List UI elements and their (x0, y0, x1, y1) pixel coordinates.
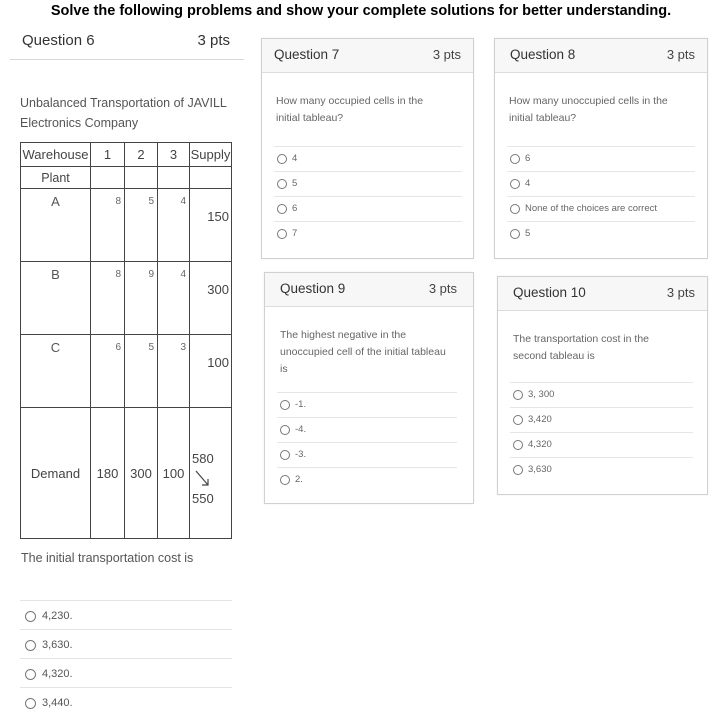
prompt-line: The transportation cost in the (513, 333, 649, 345)
supply-total-old: 580 (192, 451, 214, 466)
supply-cell: 100 (207, 355, 229, 370)
option-label: 4,320 (528, 439, 552, 450)
q6-points: 3 pts (197, 32, 230, 49)
card-header (495, 39, 707, 73)
option-label: 3,440. (42, 697, 73, 709)
cost-cell: 3 (180, 342, 186, 353)
table-row (21, 189, 232, 262)
option-label: 6 (292, 203, 298, 214)
radio-button[interactable] (510, 204, 520, 214)
radio-button[interactable] (513, 465, 523, 475)
answer-option[interactable] (510, 407, 693, 432)
radio-button[interactable] (25, 669, 36, 680)
radio-button[interactable] (280, 475, 290, 485)
q6-prompt (20, 93, 245, 133)
radio-button[interactable] (280, 450, 290, 460)
cost-cell: 8 (115, 269, 121, 280)
answer-option[interactable] (274, 221, 462, 246)
prompt-line: second tableau is (513, 350, 595, 362)
option-label: 4,320. (42, 668, 73, 680)
radio-button[interactable] (25, 698, 36, 709)
cost-cell: 4 (180, 269, 186, 280)
card-points: 3 pts (432, 47, 461, 62)
option-label: -3. (295, 449, 307, 460)
q6-options (20, 600, 232, 714)
prompt-line: How many occupied cells in the (276, 95, 424, 107)
plant-label-row (21, 167, 232, 189)
answer-option[interactable] (20, 687, 232, 714)
card-prompt (280, 327, 446, 378)
q6-prompt-line: Unbalanced Transportation of JAVILL (20, 96, 227, 110)
q6-question: The initial transportation cost is (21, 551, 194, 565)
card-points: 3 pts (666, 285, 695, 300)
table-header-row (21, 143, 232, 167)
header-cell: 2 (125, 143, 158, 167)
card-prompt (276, 93, 423, 127)
option-label: 5 (292, 178, 298, 189)
answer-option[interactable] (277, 442, 457, 467)
q6-header (10, 28, 244, 60)
answer-option[interactable] (507, 171, 695, 196)
cost-cell: 5 (148, 196, 154, 207)
cost-cell: 4 (180, 196, 186, 207)
arrow-down-right-icon (194, 468, 212, 490)
cost-cell: 9 (148, 269, 154, 280)
plant-name: C (50, 340, 61, 355)
options-list (510, 382, 693, 482)
option-label: None of the choices are correct (525, 203, 658, 214)
supply-total-new: 550 (192, 491, 214, 506)
answer-option[interactable] (20, 600, 232, 629)
radio-button[interactable] (280, 400, 290, 410)
card-title: Question 10 (513, 285, 586, 300)
card-title: Question 7 (274, 47, 340, 62)
card-header (265, 273, 473, 307)
options-list (277, 392, 457, 492)
table-row (21, 262, 232, 335)
option-label: -4. (295, 424, 307, 435)
option-label: 4,230. (42, 610, 73, 622)
radio-button[interactable] (510, 229, 520, 239)
answer-option[interactable] (274, 196, 462, 221)
card-header (498, 277, 707, 311)
radio-button[interactable] (513, 390, 523, 400)
option-label: 3, 300 (528, 389, 555, 400)
radio-button[interactable] (510, 179, 520, 189)
header-cell: Supply (190, 143, 232, 167)
radio-button[interactable] (277, 154, 287, 164)
supply-cell: 150 (207, 209, 229, 224)
q6-title: Question 6 (22, 32, 95, 49)
answer-option[interactable] (274, 171, 462, 196)
supply-cell: 300 (207, 282, 229, 297)
radio-button[interactable] (280, 425, 290, 435)
option-label: 3,420 (528, 414, 552, 425)
cost-cell: 6 (115, 342, 121, 353)
header-cell: Warehouse (21, 143, 91, 167)
answer-option[interactable] (274, 146, 462, 171)
prompt-line: unoccupied cell of the initial tableau (280, 346, 446, 358)
card-prompt (509, 93, 668, 127)
header-cell: 3 (158, 143, 190, 167)
radio-button[interactable] (25, 640, 36, 651)
radio-button[interactable] (510, 154, 520, 164)
demand-row (21, 408, 232, 539)
header-cell: 1 (91, 143, 125, 167)
answer-option[interactable] (510, 382, 693, 407)
cost-cell: 5 (148, 342, 154, 353)
question-card-8 (494, 38, 708, 259)
radio-button[interactable] (277, 229, 287, 239)
demand-cell: 300 (130, 466, 152, 481)
instruction-text: Solve the following problems and show your complete solutions for better understanding. (50, 3, 672, 19)
transportation-table (20, 142, 232, 539)
answer-option[interactable] (277, 467, 457, 492)
q6-prompt-line: Electronics Company (20, 116, 139, 130)
options-list (274, 146, 462, 246)
table-row (21, 335, 232, 408)
card-header (262, 39, 473, 73)
prompt-line: is (280, 363, 288, 375)
answer-option[interactable] (507, 221, 695, 246)
demand-cell: 180 (96, 466, 119, 481)
answer-option[interactable] (507, 146, 695, 171)
option-label: 3,630 (528, 464, 552, 475)
prompt-line: The highest negative in the (280, 329, 407, 341)
radio-button[interactable] (513, 440, 523, 450)
answer-option[interactable] (507, 196, 695, 221)
cost-cell: 8 (115, 196, 121, 207)
card-points: 3 pts (666, 47, 695, 62)
radio-button[interactable] (277, 179, 287, 189)
answer-option[interactable] (20, 658, 232, 687)
prompt-line: How many unoccupied cells in the (509, 95, 668, 107)
radio-button[interactable] (513, 415, 523, 425)
option-label: 7 (292, 228, 298, 239)
question-card-10 (497, 276, 708, 495)
card-title: Question 9 (280, 281, 346, 296)
option-label: 2. (295, 474, 303, 485)
prompt-line: initial tableau? (509, 112, 577, 124)
answer-option[interactable] (20, 629, 232, 658)
answer-option[interactable] (277, 392, 457, 417)
question-card-9 (264, 272, 474, 504)
option-label: 4 (525, 178, 531, 189)
plant-name: B (51, 267, 60, 282)
question-card-7 (261, 38, 474, 259)
prompt-line: initial tableau? (276, 112, 344, 124)
option-label: 6 (525, 153, 531, 164)
card-points: 3 pts (428, 281, 457, 296)
radio-button[interactable] (25, 611, 36, 622)
option-label: 4 (292, 153, 298, 164)
plant-label: Plant (21, 167, 91, 189)
answer-option[interactable] (277, 417, 457, 442)
card-title: Question 8 (510, 47, 576, 62)
card-prompt (513, 331, 649, 365)
demand-cell: 100 (162, 466, 185, 481)
answer-option[interactable] (510, 432, 693, 457)
demand-label: Demand (30, 466, 81, 481)
option-label: -1. (295, 399, 307, 410)
option-label: 5 (525, 228, 531, 239)
radio-button[interactable] (277, 204, 287, 214)
options-list (507, 146, 695, 246)
plant-name: A (51, 194, 60, 209)
option-label: 3,630. (42, 639, 73, 651)
answer-option[interactable] (510, 457, 693, 482)
